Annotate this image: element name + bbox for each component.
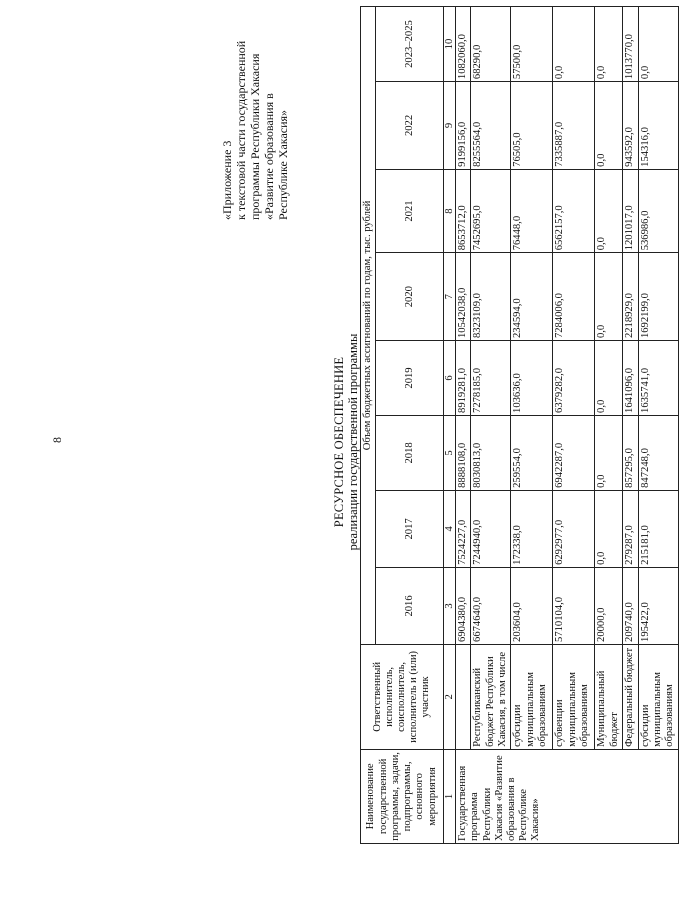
value-cell: 7335887,0 xyxy=(553,82,595,170)
document-title xyxy=(332,2,360,882)
appendix-line: к текстовой части государственной xyxy=(234,40,248,220)
table-row xyxy=(456,7,471,844)
value-cell: 0,0 xyxy=(595,490,623,567)
value-cell: 203604,0 xyxy=(511,567,553,644)
value-cell: 209740,0 xyxy=(623,567,638,644)
header-year: 2022 xyxy=(376,82,444,170)
value-cell: 76448,0 xyxy=(511,169,553,252)
value-cell: 1641096,0 xyxy=(623,341,638,416)
index-cell: 1 xyxy=(444,749,456,843)
table-row xyxy=(623,7,638,844)
page-number: 8 xyxy=(50,437,64,443)
value-cell: 1082060,0 xyxy=(456,7,471,82)
header-year: 2021 xyxy=(376,169,444,252)
value-cell: 0,0 xyxy=(638,7,678,82)
value-cell: 6292977,0 xyxy=(553,490,595,567)
header-budget-group: Объем бюджетных ассигнований по годам, тыс. рублей xyxy=(361,7,376,645)
value-cell: 9199156,0 xyxy=(456,82,471,170)
row-label: субсидии муниципальным образованиям xyxy=(638,644,678,749)
value-cell: 2218929,0 xyxy=(623,253,638,341)
row-label: субсидии муниципальным образованиям xyxy=(511,644,553,749)
value-cell: 6904380,0 xyxy=(456,567,471,644)
value-cell: 0,0 xyxy=(595,169,623,252)
value-cell: 0,0 xyxy=(595,7,623,82)
value-cell: 8323109,0 xyxy=(471,253,511,341)
appendix-line: программы Республики Хакасия xyxy=(248,53,262,220)
value-cell: 0,0 xyxy=(595,415,623,490)
row-label: Республиканский бюджет Республики Хакасия, в том числе xyxy=(471,644,511,749)
appendix-line: Республике Хакасия» xyxy=(276,109,290,220)
header-executor: Ответственный исполнитель, соисполнитель, исполнитель и (или) участник xyxy=(361,644,444,749)
resource-table xyxy=(360,6,679,844)
value-cell: 5710104,0 xyxy=(553,567,595,644)
value-cell: 7244940,0 xyxy=(471,490,511,567)
header-year: 2016 xyxy=(376,567,444,644)
program-name-cell: Государственная программа Республики Хакасия «Развитие образования в Республике Хакасия» xyxy=(456,749,678,843)
title-sub: реализации государственной программы xyxy=(346,333,360,551)
value-cell: 1201017,0 xyxy=(623,169,638,252)
value-cell: 1013770,0 xyxy=(623,7,638,82)
value-cell: 172338,0 xyxy=(511,490,553,567)
index-row xyxy=(444,7,456,844)
value-cell: 1692199,0 xyxy=(638,253,678,341)
value-cell: 6379282,0 xyxy=(553,341,595,416)
value-cell: 0,0 xyxy=(595,82,623,170)
header-year: 2017 xyxy=(376,490,444,567)
index-cell: 9 xyxy=(444,82,456,170)
row-label: Федеральный бюджет xyxy=(623,644,638,749)
table-row xyxy=(471,7,511,844)
value-cell: 6562157,0 xyxy=(553,169,595,252)
value-cell: 0,0 xyxy=(595,341,623,416)
value-cell: 76505,0 xyxy=(511,82,553,170)
value-cell: 7452695,0 xyxy=(471,169,511,252)
value-cell: 7524227,0 xyxy=(456,490,471,567)
row-label xyxy=(456,644,471,749)
header-year: 2020 xyxy=(376,253,444,341)
value-cell: 536986,0 xyxy=(638,169,678,252)
index-cell: 6 xyxy=(444,341,456,416)
value-cell: 7284006,0 xyxy=(553,253,595,341)
appendix-note xyxy=(220,5,290,220)
index-cell: 5 xyxy=(444,415,456,490)
index-cell: 2 xyxy=(444,644,456,749)
rotated-sheet xyxy=(220,2,676,882)
table-row xyxy=(638,7,678,844)
value-cell: 0,0 xyxy=(553,7,595,82)
row-label: Муниципальный бюджет xyxy=(595,644,623,749)
value-cell: 215181,0 xyxy=(638,490,678,567)
appendix-line: «Приложение 3 xyxy=(220,140,234,220)
value-cell: 57500,0 xyxy=(511,7,553,82)
value-cell: 68290,0 xyxy=(471,7,511,82)
value-cell: 0,0 xyxy=(595,253,623,341)
title-main: РЕСУРСНОЕ ОБЕСПЕЧЕНИЕ xyxy=(332,356,346,528)
value-cell: 20000,0 xyxy=(595,567,623,644)
value-cell: 6674640,0 xyxy=(471,567,511,644)
value-cell: 8030813,0 xyxy=(471,415,511,490)
index-cell: 8 xyxy=(444,169,456,252)
row-label: субвенции муниципальным образованиям xyxy=(553,644,595,749)
value-cell: 195422,0 xyxy=(638,567,678,644)
index-cell: 4 xyxy=(444,490,456,567)
value-cell: 154316,0 xyxy=(638,82,678,170)
value-cell: 8653712,0 xyxy=(456,169,471,252)
index-cell: 3 xyxy=(444,567,456,644)
value-cell: 103636,0 xyxy=(511,341,553,416)
value-cell: 8888108,0 xyxy=(456,415,471,490)
value-cell: 8919281,0 xyxy=(456,341,471,416)
value-cell: 8255564,0 xyxy=(471,82,511,170)
value-cell: 10542038,0 xyxy=(456,253,471,341)
header-name: Наименование государственной программы, задачи, подпрограммы, основного мероприятия xyxy=(361,749,444,843)
index-cell: 10 xyxy=(444,7,456,82)
value-cell: 943592,0 xyxy=(623,82,638,170)
header-year: 2019 xyxy=(376,341,444,416)
appendix-line: «Развитие образования в xyxy=(262,93,276,220)
value-cell: 279287,0 xyxy=(623,490,638,567)
value-cell: 234594,0 xyxy=(511,253,553,341)
value-cell: 1635741,0 xyxy=(638,341,678,416)
index-cell: 7 xyxy=(444,253,456,341)
value-cell: 7278185,0 xyxy=(471,341,511,416)
table-row xyxy=(511,7,553,844)
value-cell: 6942287,0 xyxy=(553,415,595,490)
value-cell: 857295,0 xyxy=(623,415,638,490)
value-cell: 847248,0 xyxy=(638,415,678,490)
table-row xyxy=(595,7,623,844)
table-row xyxy=(553,7,595,844)
header-year: 2018 xyxy=(376,415,444,490)
value-cell: 259554,0 xyxy=(511,415,553,490)
header-year: 2023–2025 xyxy=(376,7,444,82)
